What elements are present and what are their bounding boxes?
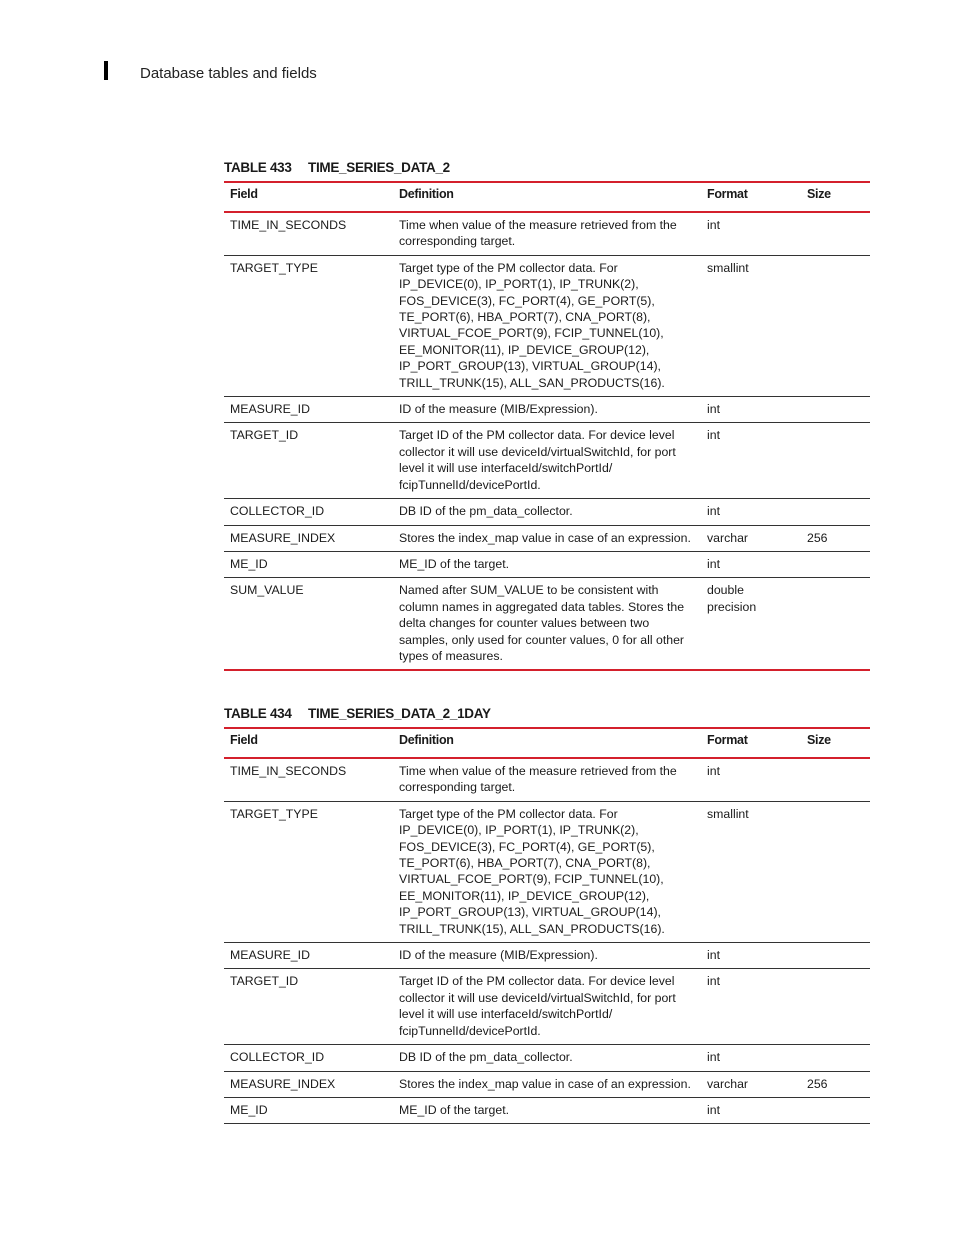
format-cell (701, 1071, 801, 1097)
format-cell (701, 758, 801, 801)
definition-line: TE_PORT(6), HBA_PORT(7), CNA_PORT(8), (399, 310, 651, 325)
table-number: TABLE 433 (224, 160, 292, 175)
field-cell: MEASURE_ID (224, 397, 393, 423)
format-line: int (707, 402, 720, 417)
table-row (224, 255, 870, 396)
table-row (224, 499, 870, 525)
definition-line: IP_DEVICE(0), IP_PORT(1), IP_TRUNK(2), (399, 823, 639, 838)
format-cell (701, 1045, 801, 1071)
format-cell (701, 397, 801, 423)
definition-line: corresponding target. (399, 234, 516, 249)
definition-line: Stores the index_map value in case of an expression. (399, 530, 691, 545)
definition-line: corresponding target. (399, 780, 516, 795)
data-table (224, 727, 870, 1124)
field-cell: MEASURE_INDEX (224, 1071, 393, 1097)
column-header-definition: Definition (393, 182, 701, 212)
table-caption (224, 706, 870, 722)
format-line: smallint (707, 806, 749, 821)
format-line: int (707, 556, 720, 571)
size-cell (801, 943, 870, 969)
format-cell (701, 423, 801, 499)
definition-line: fcipTunnelId/devicePortId. (399, 477, 541, 492)
field-cell: TARGET_TYPE (224, 255, 393, 396)
field-cell: TIME_IN_SECONDS (224, 758, 393, 801)
column-header-size: Size (801, 182, 870, 212)
format-cell (701, 943, 801, 969)
definition-line: TE_PORT(6), HBA_PORT(7), CNA_PORT(8), (399, 856, 651, 871)
definition-line: ID of the measure (MIB/Expression). (399, 948, 598, 963)
field-cell: TARGET_ID (224, 423, 393, 499)
table-433 (224, 160, 870, 671)
format-line: precision (707, 599, 757, 614)
definition-line: IP_PORT_GROUP(13), VIRTUAL_GROUP(14), (399, 359, 661, 374)
definition-cell (393, 1045, 701, 1071)
format-line: double (707, 583, 744, 598)
definition-cell (393, 397, 701, 423)
column-header-size: Size (801, 728, 870, 758)
definition-line: FOS_DEVICE(3), FC_PORT(4), GE_PORT(5), (399, 839, 655, 854)
size-cell (801, 551, 870, 577)
format-line: int (707, 1050, 720, 1065)
table-row (224, 801, 870, 942)
table-caption (224, 160, 870, 176)
definition-cell (393, 423, 701, 499)
change-bar (104, 61, 108, 80)
definition-line: ID of the measure (MIB/Expression). (399, 402, 598, 417)
size-cell: 256 (801, 525, 870, 551)
column-header-format: Format (701, 728, 801, 758)
definition-cell (393, 1071, 701, 1097)
definition-line: DB ID of the pm_data_collector. (399, 504, 573, 519)
definition-line: Target type of the PM collector data. For (399, 806, 618, 821)
definition-cell (393, 551, 701, 577)
size-cell (801, 423, 870, 499)
definition-line: TRILL_TRUNK(15), ALL_SAN_PRODUCTS(16). (399, 375, 665, 390)
table-row (224, 1045, 870, 1071)
definition-line: collector it will use deviceId/virtualSwitchId, for port (399, 444, 676, 459)
definition-line: collector it will use deviceId/virtualSwitchId, for port (399, 990, 676, 1005)
field-cell: MEASURE_INDEX (224, 525, 393, 551)
format-cell (701, 551, 801, 577)
field-cell: TARGET_ID (224, 969, 393, 1045)
column-header-field: Field (224, 182, 393, 212)
field-cell: TARGET_TYPE (224, 801, 393, 942)
format-cell (701, 969, 801, 1045)
table-row (224, 1097, 870, 1123)
definition-cell (393, 212, 701, 255)
definition-line: level it will use interfaceId/switchPortId/ (399, 461, 613, 476)
table-row (224, 525, 870, 551)
table-row (224, 578, 870, 671)
definition-cell (393, 969, 701, 1045)
definition-line: IP_DEVICE(0), IP_PORT(1), IP_TRUNK(2), (399, 277, 639, 292)
field-cell: SUM_VALUE (224, 578, 393, 671)
definition-cell (393, 578, 701, 671)
field-cell: ME_ID (224, 1097, 393, 1123)
table-name: TIME_SERIES_DATA_2_1DAY (308, 706, 491, 721)
table-row (224, 1071, 870, 1097)
definition-line: Stores the index_map value in case of an expression. (399, 1076, 691, 1091)
definition-line: types of measures. (399, 648, 503, 663)
definition-line: TRILL_TRUNK(15), ALL_SAN_PRODUCTS(16). (399, 921, 665, 936)
size-cell (801, 212, 870, 255)
definition-line: Target type of the PM collector data. For (399, 260, 618, 275)
definition-line: Time when value of the measure retrieved from the (399, 218, 677, 232)
definition-line: EE_MONITOR(11), IP_DEVICE_GROUP(12), (399, 342, 650, 357)
definition-line: ME_ID of the target. (399, 1102, 510, 1117)
table-row (224, 212, 870, 255)
column-header-field: Field (224, 728, 393, 758)
field-cell: COLLECTOR_ID (224, 1045, 393, 1071)
format-line: int (707, 218, 720, 232)
size-cell (801, 255, 870, 396)
field-cell: MEASURE_ID (224, 943, 393, 969)
format-line: int (707, 1102, 720, 1117)
definition-cell (393, 801, 701, 942)
size-cell: 256 (801, 1071, 870, 1097)
format-cell (701, 212, 801, 255)
definition-line: ME_ID of the target. (399, 556, 510, 571)
size-cell (801, 1045, 870, 1071)
definition-line: VIRTUAL_FCOE_PORT(9), FCIP_TUNNEL(10), (399, 872, 664, 887)
definition-line: samples, only used for counter values, 0 for all other (399, 632, 685, 647)
definition-line: column names in aggregated data tables. Stores the (399, 599, 685, 614)
header-row (224, 182, 870, 212)
format-line: varchar (707, 530, 749, 545)
format-line: int (707, 764, 720, 778)
size-cell (801, 758, 870, 801)
format-cell (701, 255, 801, 396)
definition-line: Target ID of the PM collector data. For device level (399, 428, 675, 443)
format-line: int (707, 504, 720, 519)
format-line: smallint (707, 260, 749, 275)
definition-cell (393, 525, 701, 551)
definition-line: DB ID of the pm_data_collector. (399, 1050, 573, 1065)
definition-line: Time when value of the measure retrieved from the (399, 764, 677, 778)
table-name: TIME_SERIES_DATA_2 (308, 160, 450, 175)
definition-cell (393, 943, 701, 969)
definition-line: VIRTUAL_FCOE_PORT(9), FCIP_TUNNEL(10), (399, 326, 664, 341)
format-line: int (707, 974, 720, 989)
data-table (224, 181, 870, 671)
definition-line: FOS_DEVICE(3), FC_PORT(4), GE_PORT(5), (399, 293, 655, 308)
running-header: Database tables and fields (140, 65, 317, 82)
format-cell (701, 499, 801, 525)
field-cell: ME_ID (224, 551, 393, 577)
table-row (224, 969, 870, 1045)
definition-line: Target ID of the PM collector data. For device level (399, 974, 675, 989)
size-cell (801, 499, 870, 525)
format-line: int (707, 948, 720, 963)
definition-cell (393, 758, 701, 801)
table-number: TABLE 434 (224, 706, 292, 721)
format-cell (701, 525, 801, 551)
definition-line: Named after SUM_VALUE to be consistent with (399, 583, 659, 598)
format-line: varchar (707, 1076, 749, 1091)
definition-cell (393, 1097, 701, 1123)
table-row (224, 758, 870, 801)
table-434 (224, 706, 870, 1124)
size-cell (801, 969, 870, 1045)
definition-line: fcipTunnelId/devicePortId. (399, 1023, 541, 1038)
format-cell (701, 1097, 801, 1123)
definition-line: delta changes for counter values between two (399, 616, 650, 631)
format-line: int (707, 428, 720, 443)
definition-line: IP_PORT_GROUP(13), VIRTUAL_GROUP(14), (399, 905, 661, 920)
format-cell (701, 578, 801, 671)
column-header-definition: Definition (393, 728, 701, 758)
field-cell: COLLECTOR_ID (224, 499, 393, 525)
table-row (224, 943, 870, 969)
format-cell (701, 801, 801, 942)
size-cell (801, 1097, 870, 1123)
size-cell (801, 397, 870, 423)
size-cell (801, 801, 870, 942)
column-header-format: Format (701, 182, 801, 212)
definition-line: level it will use interfaceId/switchPortId/ (399, 1007, 613, 1022)
definition-cell (393, 499, 701, 525)
table-row (224, 397, 870, 423)
table-row (224, 423, 870, 499)
definition-line: EE_MONITOR(11), IP_DEVICE_GROUP(12), (399, 888, 650, 903)
size-cell (801, 578, 870, 671)
definition-cell (393, 255, 701, 396)
field-cell: TIME_IN_SECONDS (224, 212, 393, 255)
header-row (224, 728, 870, 758)
table-row (224, 551, 870, 577)
